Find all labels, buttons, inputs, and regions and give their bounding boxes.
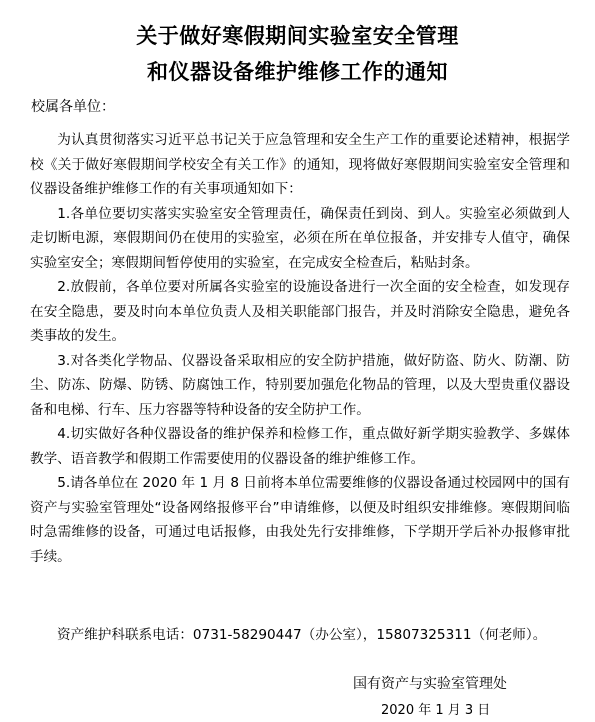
- paragraph-item-2: 2.放假前，各单位要对所属各实验室的设施设备进行一次全面的安全检查，如发现存在安全隐患，要及时向本单位负责人及相关职能部门报告，并及时消除安全隐患，避免各类事故的发生。: [30, 279, 570, 344]
- signature-organization: 国有资产与实验室管理处: [353, 676, 507, 692]
- paragraph-item-5: 5.请各单位在 2020 年 1 月 8 日前将本单位需要维修的仪器设备通过校园网中的国有资产与实验室管理处“设备网络报修平台”申请维修，以便及时组织安排维修。寒假期间临时急需维修的设备，可通过电话报修，由我处先行安排维修，下学期开学后补办报修审批手续。: [30, 475, 570, 565]
- document-body: [30, 128, 570, 569]
- signature-date: 2020 年 1 月 3 日: [381, 703, 491, 718]
- paragraph-item-4: 4.切实做好各种仪器设备的维护保养和检修工作，重点做好新学期实验教学、多媒体教学、语音教学和假期工作需要使用的仪器设备的维护维修工作。: [30, 426, 570, 467]
- paragraph-item-1: 1.各单位要切实落实实验室安全管理责任，确保责任到岗、到人。实验室必须做到人走切断电源，寒假期间仍在使用的实验室，必须在所在单位报备，并安排专人值守，确保实验室安全；寒假期间暂停使用的实验室，在完成安全检查后，粘贴封条。: [30, 205, 570, 271]
- paragraph-intro: 为认真贯彻落实习近平总书记关于应急管理和安全生产工作的重要论述精神，根据学校《关于做好寒假期间学校安全有关工作》的通知，现将做好寒假期间实验室安全管理和仪器设备维护维修工作的有关事项通知如下：: [30, 132, 570, 197]
- salutation: 校属各单位：: [31, 99, 115, 115]
- document-title: [0, 0, 595, 90]
- paragraph-item-3: 3.对各类化学物品、仪器设备采取相应的安全防护措施，做好防盗、防火、防潮、防尘、防冻、防爆、防锈、防腐蚀工作，特别要加强危化物品的管理，以及大型贵重仪器设备和电梯、行车、压力容器等特种设备的安全防护工作。: [30, 352, 570, 418]
- title-line-2: 和仪器设备维护维修工作的通知: [147, 60, 448, 84]
- contact-line: 资产维护科联系电话：0731-58290447（办公室），15807325311（何老师）。: [57, 627, 547, 643]
- title-line-1: 关于做好寒假期间实验室安全管理: [136, 24, 459, 48]
